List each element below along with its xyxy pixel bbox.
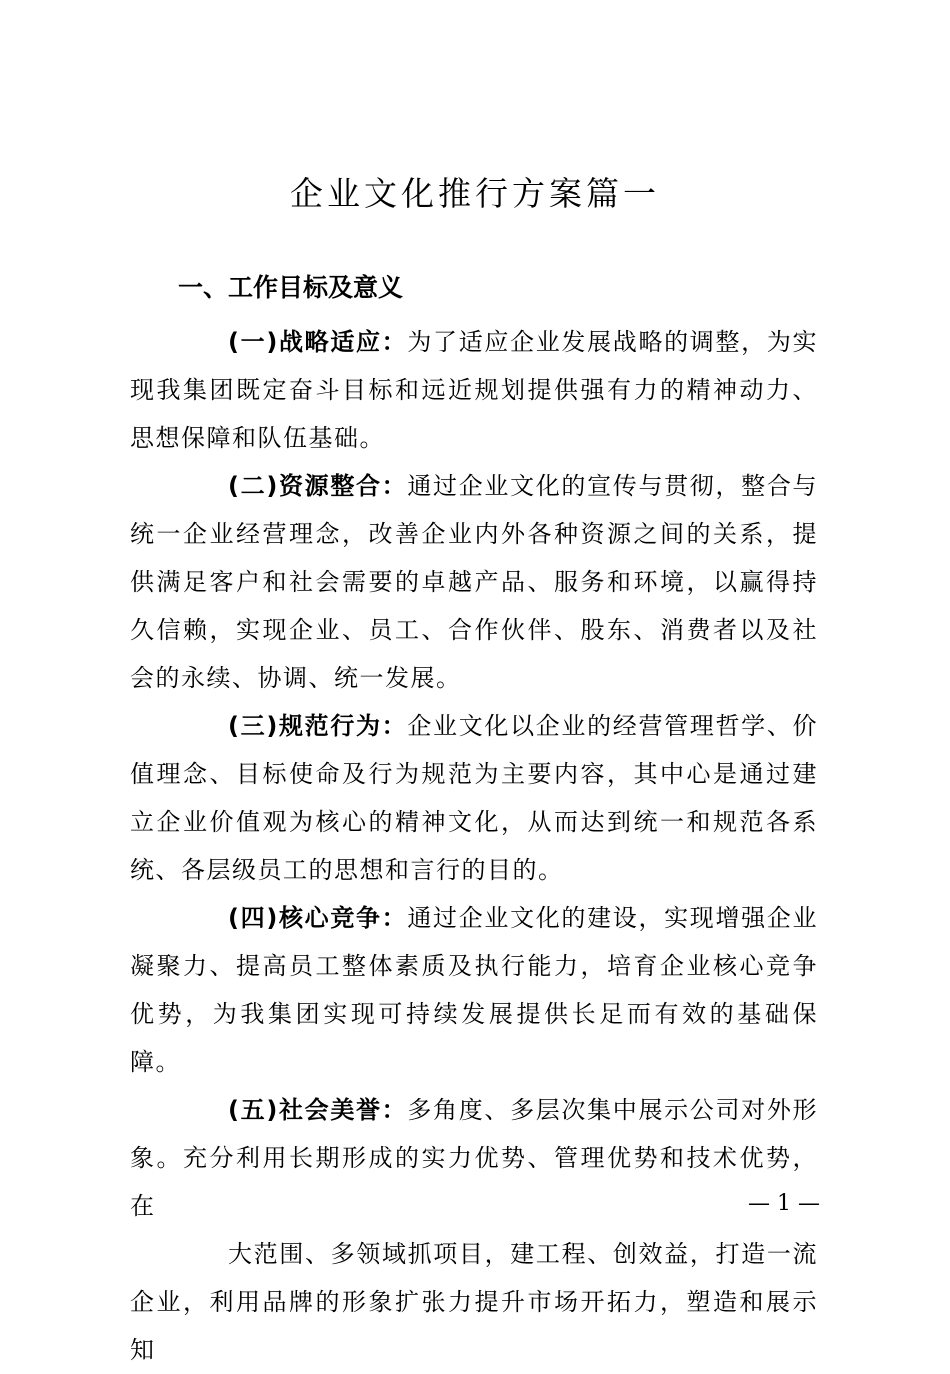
paragraph-lead: (二)资源整合： [228,472,408,500]
paragraph-lead: (一)战略适应： [228,328,408,356]
paragraph-lead: (四)核心竞争： [228,904,408,932]
paragraph-text: 多角度、多层次集中展示公司对外形象。充分利用长期形成的实力优势、管理优势和技术优势，在 [130,1096,819,1220]
body-text [130,318,818,1374]
document-title: 企业文化推行方案篇一 [290,174,660,213]
paragraph-lead: (五)社会美誉： [228,1096,408,1124]
paragraph-text: 通过企业文化的建设，实现增强企业凝聚力、提高员工整体素质及执行能力，培育企业核心竞争优势，为我集团实现可持续发展提供长足而有效的基础保障。 [130,904,819,1076]
paragraph-lead: (三)规范行为： [228,712,408,740]
paragraph [130,318,818,462]
paragraph-text: 企业文化以企业的经营管理哲学、价值理念、目标使命及行为规范为主要内容，其中心是通过建立企业价值观为核心的精神文化，从而达到统一和规范各系统、各层级员工的思想和言行的目的。 [130,712,819,884]
paragraph-text: 为了适应企业发展战略的调整，为实现我集团既定奋斗目标和远近规划提供强有力的精神动力、思想保障和队伍基础。 [130,328,819,452]
paragraph [130,462,818,702]
paragraph-text: 大范围、多领域抓项目，建工程、创效益，打造一流企业，利用品牌的形象扩张力提升市场开拓力，塑造和展示知 [130,1240,818,1364]
page-number: — 1 — [748,1191,820,1216]
paragraph [130,1086,818,1230]
paragraph [130,894,818,1086]
paragraph [130,1230,818,1374]
paragraph-text: 通过企业文化的宣传与贯彻，整合与统一企业经营理念，改善企业内外各种资源之间的关系，提供满足客户和社会需要的卓越产品、服务和环境，以赢得持久信赖，实现企业、员工、合作伙伴、股东、消费者以及社会的永续、协调、统一发展。 [130,472,819,692]
paragraph [130,702,818,894]
section-heading: 一、工作目标及意义 [178,273,404,302]
